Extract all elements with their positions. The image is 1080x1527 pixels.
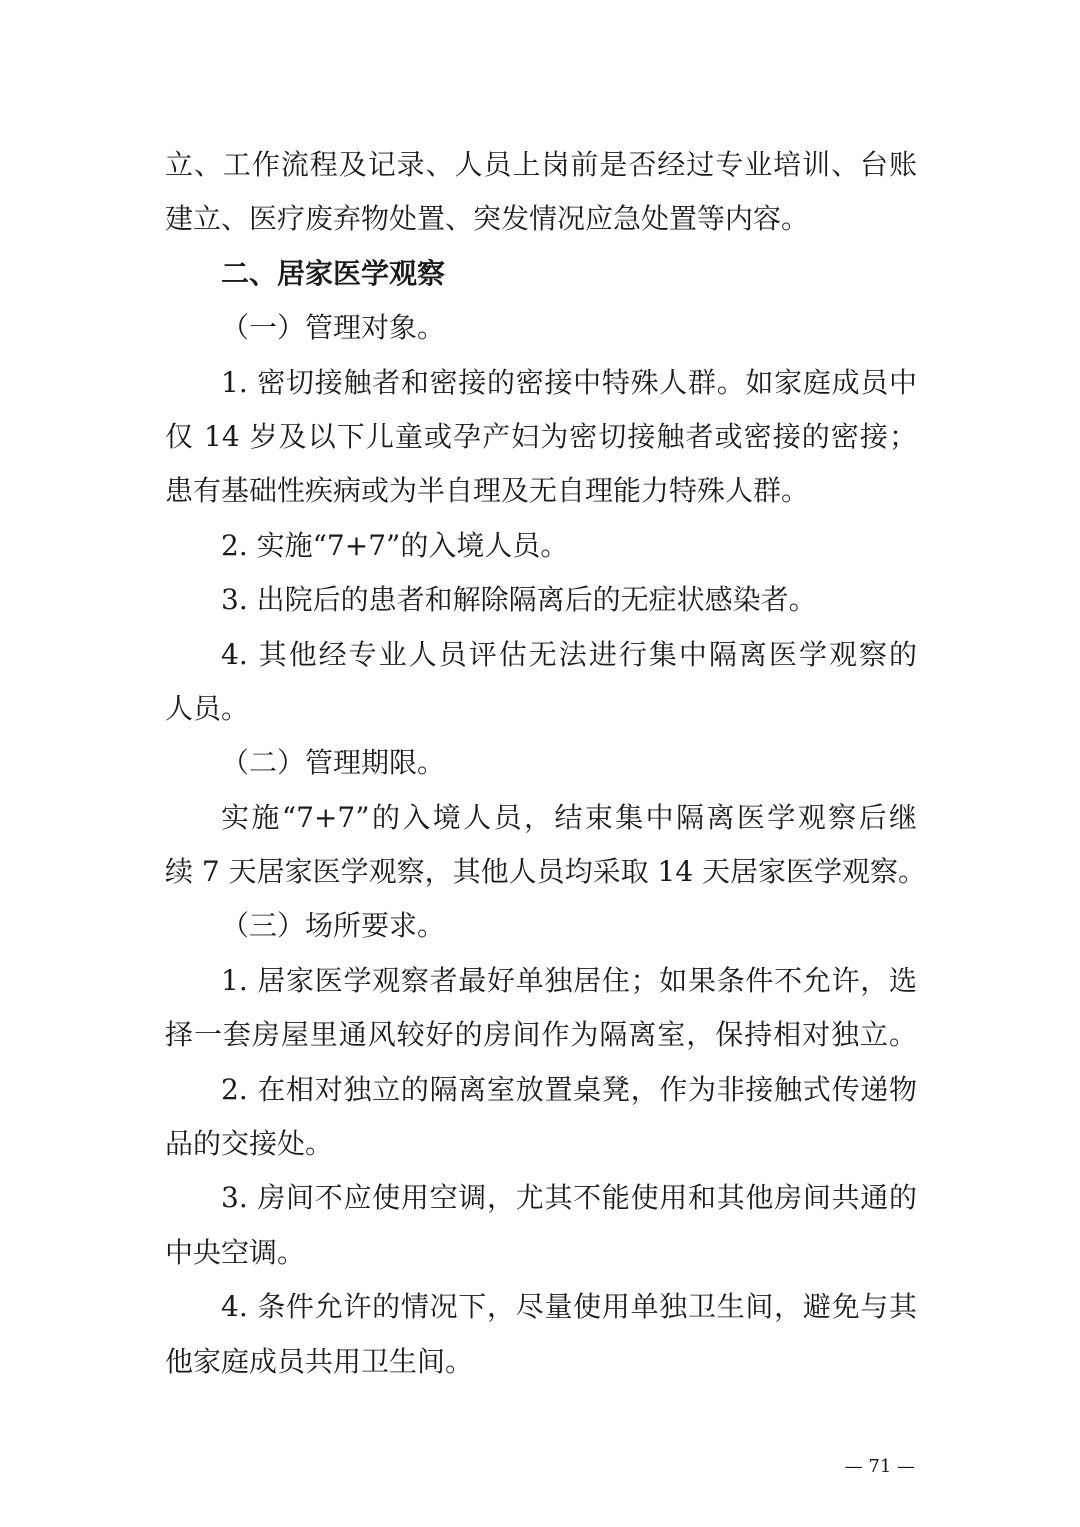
text-line: 2. 在相对独立的隔离室放置桌凳，作为非接触式传递物 (221, 1072, 917, 1106)
text-line: 2. 实施“7+7”的入境人员。 (221, 528, 569, 562)
section-heading: 二、居家医学观察 (221, 256, 446, 290)
text-line: 他家庭成员共用卫生间。 (165, 1344, 474, 1378)
text-line: 1. 居家医学观察者最好单独居住；如果条件不允许，选 (221, 963, 917, 997)
text-line: 4. 其他经专业人员评估无法进行集中隔离医学观察的 (221, 637, 917, 671)
subsection-heading: （三）场所要求。 (221, 909, 446, 943)
text-line: 仅 14 岁及以下儿童或孕产妇为密切接触者或密接的密接； (165, 419, 917, 453)
text-line: 1. 密切接触者和密接的密接中特殊人群。如家庭成员中 (221, 365, 917, 399)
text-line: 立、工作流程及记录、人员上岗前是否经过专业培训、台账 (165, 148, 917, 181)
text-line: 人员。 (165, 691, 250, 725)
text-line: 实施“7+7”的入境人员，结束集中隔离医学观察后继 (221, 800, 917, 834)
text-line: 续 7 天居家医学观察，其他人员均采取 14 天居家医学观察。 (165, 855, 927, 889)
text-line: 3. 出院后的患者和解除隔离后的无症状感染者。 (221, 583, 817, 617)
text-line: 3. 房间不应使用空调，尤其不能使用和其他房间共通的 (221, 1181, 917, 1215)
text-line: 品的交接处。 (165, 1127, 334, 1161)
text-line: 4. 条件允许的情况下，尽量使用单独卫生间，避免与其 (221, 1290, 917, 1324)
body-text (165, 138, 927, 1389)
text-line: 择一套房屋里通风较好的房间作为隔离室，保持相对独立。 (165, 1018, 917, 1052)
text-line: 中央空调。 (165, 1235, 306, 1269)
text-line: 建立、医疗废弃物处置、突发情况应急处置等内容。 (165, 202, 810, 236)
page-number: — 71 — (844, 1456, 915, 1477)
subsection-heading: （二）管理期限。 (221, 746, 446, 780)
text-line: 患有基础性疾病或为半自理及无自理能力特殊人群。 (165, 474, 810, 508)
subsection-heading: （一）管理对象。 (221, 311, 446, 345)
